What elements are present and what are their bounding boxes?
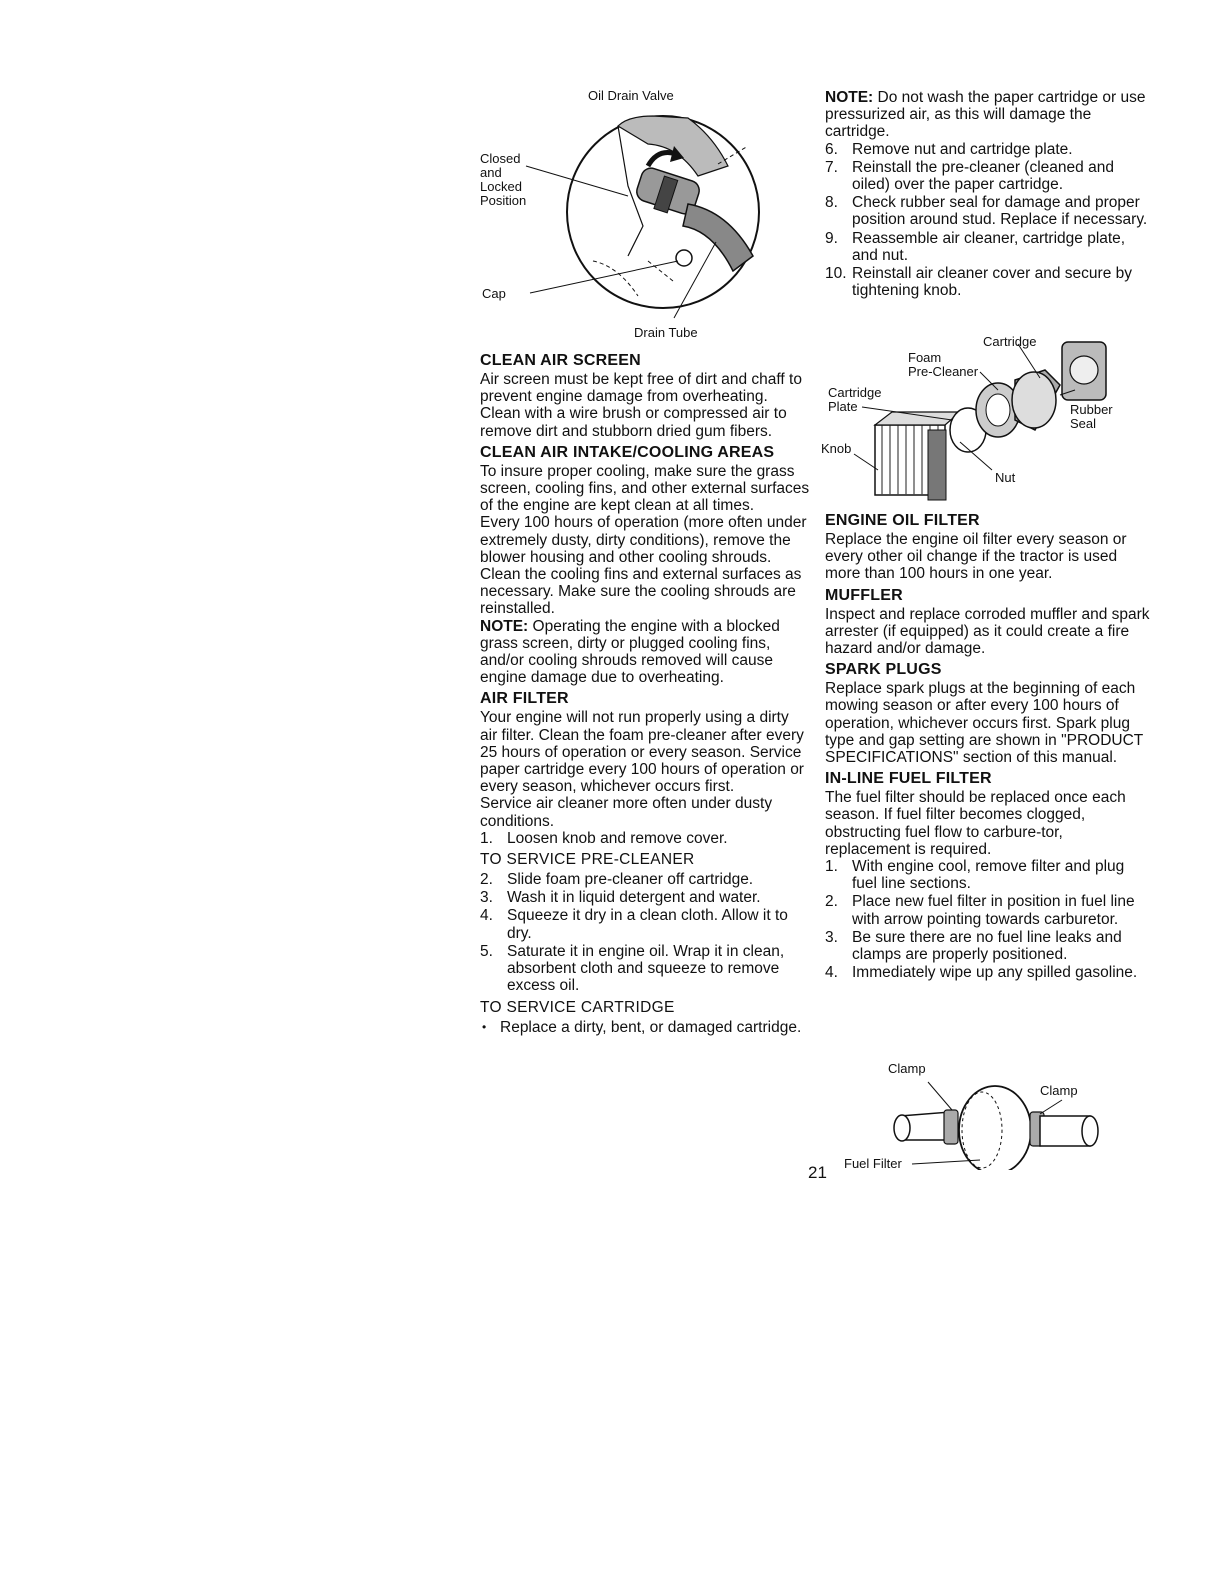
- fuel-filter-label: Fuel Filter: [844, 1156, 902, 1171]
- step-text: Squeeze it dry in a clean cloth. Allow it to dry.: [507, 907, 788, 942]
- list-item: [480, 907, 810, 941]
- list-item: [825, 929, 1150, 963]
- list-item: [480, 889, 810, 906]
- step-number: 4.: [825, 964, 838, 982]
- list-item: [825, 858, 1150, 892]
- list-item: [825, 141, 1150, 158]
- step-text: Check rubber seal for damage and proper position around stud. Replace if necessary.: [852, 194, 1148, 229]
- step-number: 10.: [825, 265, 847, 283]
- step-text: Be sure there are no fuel line leaks and clamps are properly positioned.: [852, 928, 1122, 964]
- engine-oil-filter-text: Replace the engine oil filter every season or every other oil change if the tractor is used more than 100 hours in one year.: [825, 531, 1127, 583]
- cartridge-note: [825, 89, 1150, 141]
- step-number: 9.: [825, 229, 838, 247]
- step-number: 2.: [480, 871, 493, 889]
- step-text: Place new fuel filter in position in fuel line with arrow pointing towards carburetor.: [852, 893, 1135, 928]
- right-column-bottom: [825, 508, 1150, 982]
- foam-pre-cleaner-label: Foam Pre-Cleaner: [908, 350, 979, 379]
- left-column: [480, 348, 810, 1036]
- step-number: 7.: [825, 158, 838, 176]
- fuel-filter-step-list: [825, 858, 1150, 981]
- step-text: Wash it in liquid detergent and water.: [507, 889, 761, 907]
- clean-air-screen-text: Air screen must be kept free of dirt and chaff to prevent engine damage from overheating. Clean with a wire brush or compressed air to remove dirt and stubborn dried gum fibers.: [480, 371, 802, 440]
- step-number: 3.: [825, 928, 838, 946]
- service-cartridge-heading: TO SERVICE CARTRIDGE: [480, 998, 675, 1016]
- list-item: [825, 194, 1150, 228]
- engine-oil-filter-heading: ENGINE OIL FILTER: [825, 512, 980, 529]
- step-number: 1.: [825, 858, 838, 876]
- oil-drain-valve-illustration: [478, 86, 808, 348]
- cartridge-bullet-list: [480, 1019, 810, 1036]
- step-text: With engine cool, remove filter and plug fuel line sections.: [852, 858, 1125, 893]
- clean-air-intake-text-2: Every 100 hours of operation (more often under extremely dusty, dirty conditions), remove the blower housing and other cooling shrouds. Clean the cooling fins and external surfaces as necessary. Make sure the cooling shrouds are reinstalled.: [480, 514, 807, 618]
- list-item: [825, 265, 1150, 299]
- step-text: Loosen knob and remove cover.: [507, 829, 728, 847]
- step-number: 1.: [480, 829, 493, 847]
- step-text: Reassemble air cleaner, cartridge plate, and nut.: [852, 229, 1126, 264]
- air-filter-text-2: Service air cleaner more often under dusty conditions.: [480, 795, 773, 830]
- note-label: NOTE:: [825, 89, 874, 106]
- step-text: Saturate it in engine oil. Wrap it in clean, absorbent cloth and squeeze to remove excess oil.: [507, 942, 785, 995]
- step-text: Reinstall the pre-cleaner (cleaned and oiled) over the paper cartridge.: [852, 158, 1114, 194]
- fuel-filter-illustration: [840, 1060, 1110, 1170]
- drain-tube-label: Drain Tube: [634, 325, 698, 340]
- muffler-heading: MUFFLER: [825, 586, 903, 604]
- air-filter-text-1: Your engine will not run properly using a dirty air filter. Clean the foam pre-cleaner after every 25 hours of operation or every season. Service paper cartridge every 100 hours of operation or every season, whichever occurs first.: [480, 709, 804, 796]
- air-filter-step-list: [480, 830, 810, 847]
- list-item: [825, 893, 1150, 927]
- note-text: Operating the engine with a blocked grass screen, dirty or plugged cooling fins, and/or cooling shrouds removed will cause engine damage due to overheating.: [480, 617, 780, 687]
- list-item: • Replace a dirty, bent, or damaged cartridge.: [480, 1019, 810, 1036]
- muffler-text: Inspect and replace corroded muffler and spark arrester (if equipped) as it could create a fire hazard and/or damage.: [825, 605, 1150, 658]
- clean-air-intake-heading: CLEAN AIR INTAKE/COOLING AREAS: [480, 443, 775, 461]
- service-pre-cleaner-heading: TO SERVICE PRE-CLEANER: [480, 851, 695, 869]
- cartridge-step-list: [825, 141, 1150, 300]
- note-label: NOTE:: [480, 617, 529, 635]
- air-filter-heading: AIR FILTER: [480, 690, 569, 708]
- closed-locked-position-label: Closed and Locked Position: [480, 151, 527, 208]
- pre-cleaner-step-list: [480, 871, 810, 994]
- clamp-label-top: Clamp: [888, 1061, 926, 1076]
- list-item: [825, 230, 1150, 264]
- right-column-top: [825, 89, 1150, 300]
- clean-air-intake-text-1: To insure proper cooling, make sure the grass screen, cooling fins, and other external surfaces of the engine are kept clean at all times.: [480, 462, 810, 515]
- list-item: [825, 159, 1150, 193]
- list-item: [480, 830, 810, 847]
- clean-air-intake-note: [480, 618, 810, 687]
- step-number: 3.: [480, 889, 493, 907]
- nut-label: Nut: [995, 470, 1016, 485]
- oil-drain-valve-label: Oil Drain Valve: [588, 88, 674, 103]
- list-item: [480, 943, 810, 995]
- clean-air-screen-heading: CLEAN AIR SCREEN: [480, 352, 641, 369]
- step-number: 8.: [825, 194, 838, 212]
- step-text: Slide foam pre-cleaner off cartridge.: [507, 871, 754, 889]
- fuel-filter-text: The fuel filter should be replaced once each season. If fuel filter becomes clogged, obstructing fuel flow to carbure-tor, replacement is required.: [825, 789, 1126, 858]
- fuel-filter-heading: IN-LINE FUEL FILTER: [825, 770, 992, 788]
- spark-plugs-text: Replace spark plugs at the beginning of each mowing season or after every 100 hours of operation, whichever occurs first. Spark plug type and gap setting are shown in "PRODUCT SPECIFICATIONS" section of this manual.: [825, 680, 1143, 767]
- step-text: Immediately wipe up any spilled gasoline.: [852, 964, 1138, 982]
- cap-label: Cap: [482, 286, 506, 301]
- knob-label: Knob: [821, 441, 852, 456]
- list-item: [825, 964, 1150, 981]
- note-text: Do not wash the paper cartridge or use pressurized air, as this will damage the cartridge.: [825, 89, 1146, 141]
- fuel-filter-figure: [840, 1060, 1110, 1170]
- spark-plugs-heading: SPARK PLUGS: [825, 661, 942, 679]
- clamp-label-right: Clamp: [1040, 1083, 1078, 1098]
- step-text: Remove nut and cartridge plate.: [852, 140, 1073, 158]
- rubber-seal-label: Rubber Seal: [1070, 402, 1113, 431]
- oil-drain-valve-figure: [478, 86, 808, 348]
- cartridge-plate-label: Cartridge Plate: [828, 385, 882, 414]
- step-number: 6.: [825, 140, 838, 158]
- page-number: 21: [808, 1163, 827, 1182]
- step-number: 5.: [480, 942, 493, 960]
- step-number: 4.: [480, 907, 493, 925]
- step-number: 2.: [825, 893, 838, 911]
- air-cleaner-figure: [820, 330, 1130, 506]
- cartridge-label: Cartridge: [983, 334, 1037, 349]
- step-text: Reinstall air cleaner cover and secure by tightening knob.: [852, 265, 1132, 300]
- list-item: [480, 871, 810, 888]
